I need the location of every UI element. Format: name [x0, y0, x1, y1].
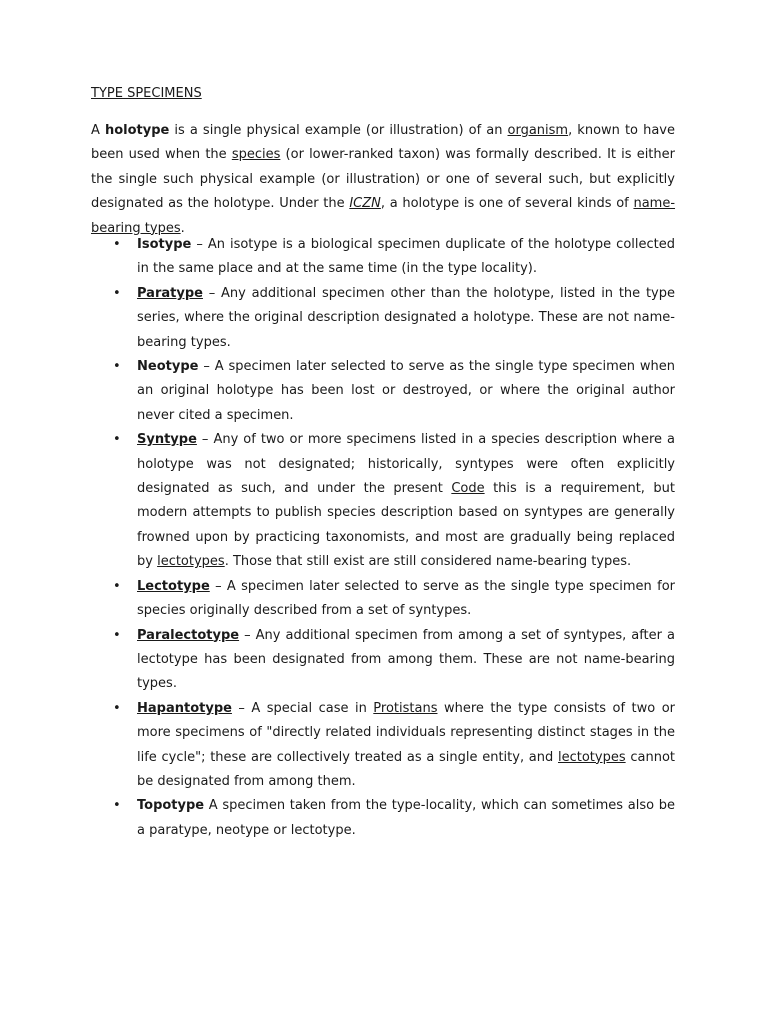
item-description: – Any of two or more specimens listed in a species description where a holotype was not designated; historically, syntypes were often explicitly designated as such, and under the present [137, 432, 675, 497]
species-link[interactable]: species [231, 147, 281, 163]
list-item-lectotype [91, 575, 675, 624]
list-item-paralectotype [91, 624, 675, 697]
bullet-icon: • [113, 627, 121, 643]
bullet-icon: • [113, 700, 121, 716]
type-specimen-list [91, 233, 675, 843]
organism-link[interactable]: organism [507, 123, 569, 138]
term-topotype: Topotype [137, 798, 205, 814]
protistans-link[interactable]: Protistans [373, 700, 438, 716]
iczn-link[interactable]: ICZN [349, 196, 381, 212]
item-description: . Those that still exist are still considered name-bearing types. [224, 554, 632, 570]
list-item-isotype [91, 233, 675, 282]
item-description: – Any additional specimen from among a set of syntypes, after a lectotype has been designated from among them. These are not name-bearing types. [137, 627, 675, 692]
term-paratype-link[interactable]: Paratype [137, 285, 203, 301]
intro-text: A [91, 123, 105, 138]
name-bearing-types-link[interactable]: name-bearing types [91, 196, 676, 236]
item-description: this is a requirement, but modern attempts to publish species description based on syntypes are generally frowned upon by practicing taxonomists, and most are gradually being replaced by [137, 481, 675, 570]
term-isotype: Isotype [137, 237, 192, 252]
list-item-topotype [91, 794, 675, 843]
code-link[interactable]: Code [451, 481, 485, 497]
bullet-icon: • [113, 578, 121, 594]
list-item-neotype [91, 355, 675, 428]
lectotypes-link[interactable]: lectotypes [157, 554, 225, 570]
intro-text: , a holotype is one of several kinds of [380, 196, 634, 212]
item-description: A specimen taken from the type-locality, which can sometimes also be a paratype, neotype or lectotype. [137, 798, 675, 838]
intro-text: . [180, 220, 185, 236]
item-description: – An isotype is a biological specimen duplicate of the holotype collected in the same place and at the same time (in the type locality). [137, 237, 675, 277]
term-neotype: Neotype [137, 359, 199, 375]
bullet-icon: • [113, 359, 121, 375]
term-paralectotype-link[interactable]: Paralectotype [137, 627, 240, 643]
item-description: – A special case in [231, 700, 374, 716]
intro-paragraph [91, 119, 675, 241]
item-description: where the type consists of two or more specimens of "directly related individuals representing distinct stages in the life cycle"; these are collectively treated as a single entity, and [137, 700, 675, 765]
bullet-icon: • [113, 285, 121, 301]
list-item-hapantotype [91, 697, 675, 795]
term-syntype-link[interactable]: Syntype [137, 432, 197, 448]
item-description: cannot be designated from among them. [137, 749, 675, 789]
bullet-icon: • [113, 798, 121, 814]
list-item-paratype [91, 282, 675, 355]
intro-text: (or lower-ranked taxon) was formally described. It is either the single such physical example (or illustration) or one of several such, but explicitly designated as the holotype. Under the [91, 147, 675, 212]
intro-text: is a single physical example (or illustration) of an [169, 123, 508, 138]
item-description: – A specimen later selected to serve as the single type specimen when an original holotype has been lost or destroyed, or where the original author never cited a specimen. [137, 359, 675, 423]
bullet-icon: • [113, 237, 121, 252]
term-lectotype-link[interactable]: Lectotype [137, 578, 210, 594]
item-description: – A specimen later selected to serve as the single type specimen for species originally described from a set of syntypes. [137, 578, 675, 619]
lectotypes-link[interactable]: lectotypes [558, 749, 626, 765]
bullet-icon: • [113, 432, 121, 448]
list-item-syntype [91, 428, 675, 574]
holotype-term: holotype [104, 123, 170, 138]
term-hapantotype-link[interactable]: Hapantotype [137, 700, 232, 716]
intro-text: , known to have been used when the [91, 123, 675, 163]
item-description: – Any additional specimen other than the holotype, listed in the type series, where the original description designated a holotype. These are not name-bearing types. [137, 285, 675, 350]
page-heading: TYPE SPECIMENS [91, 86, 202, 101]
